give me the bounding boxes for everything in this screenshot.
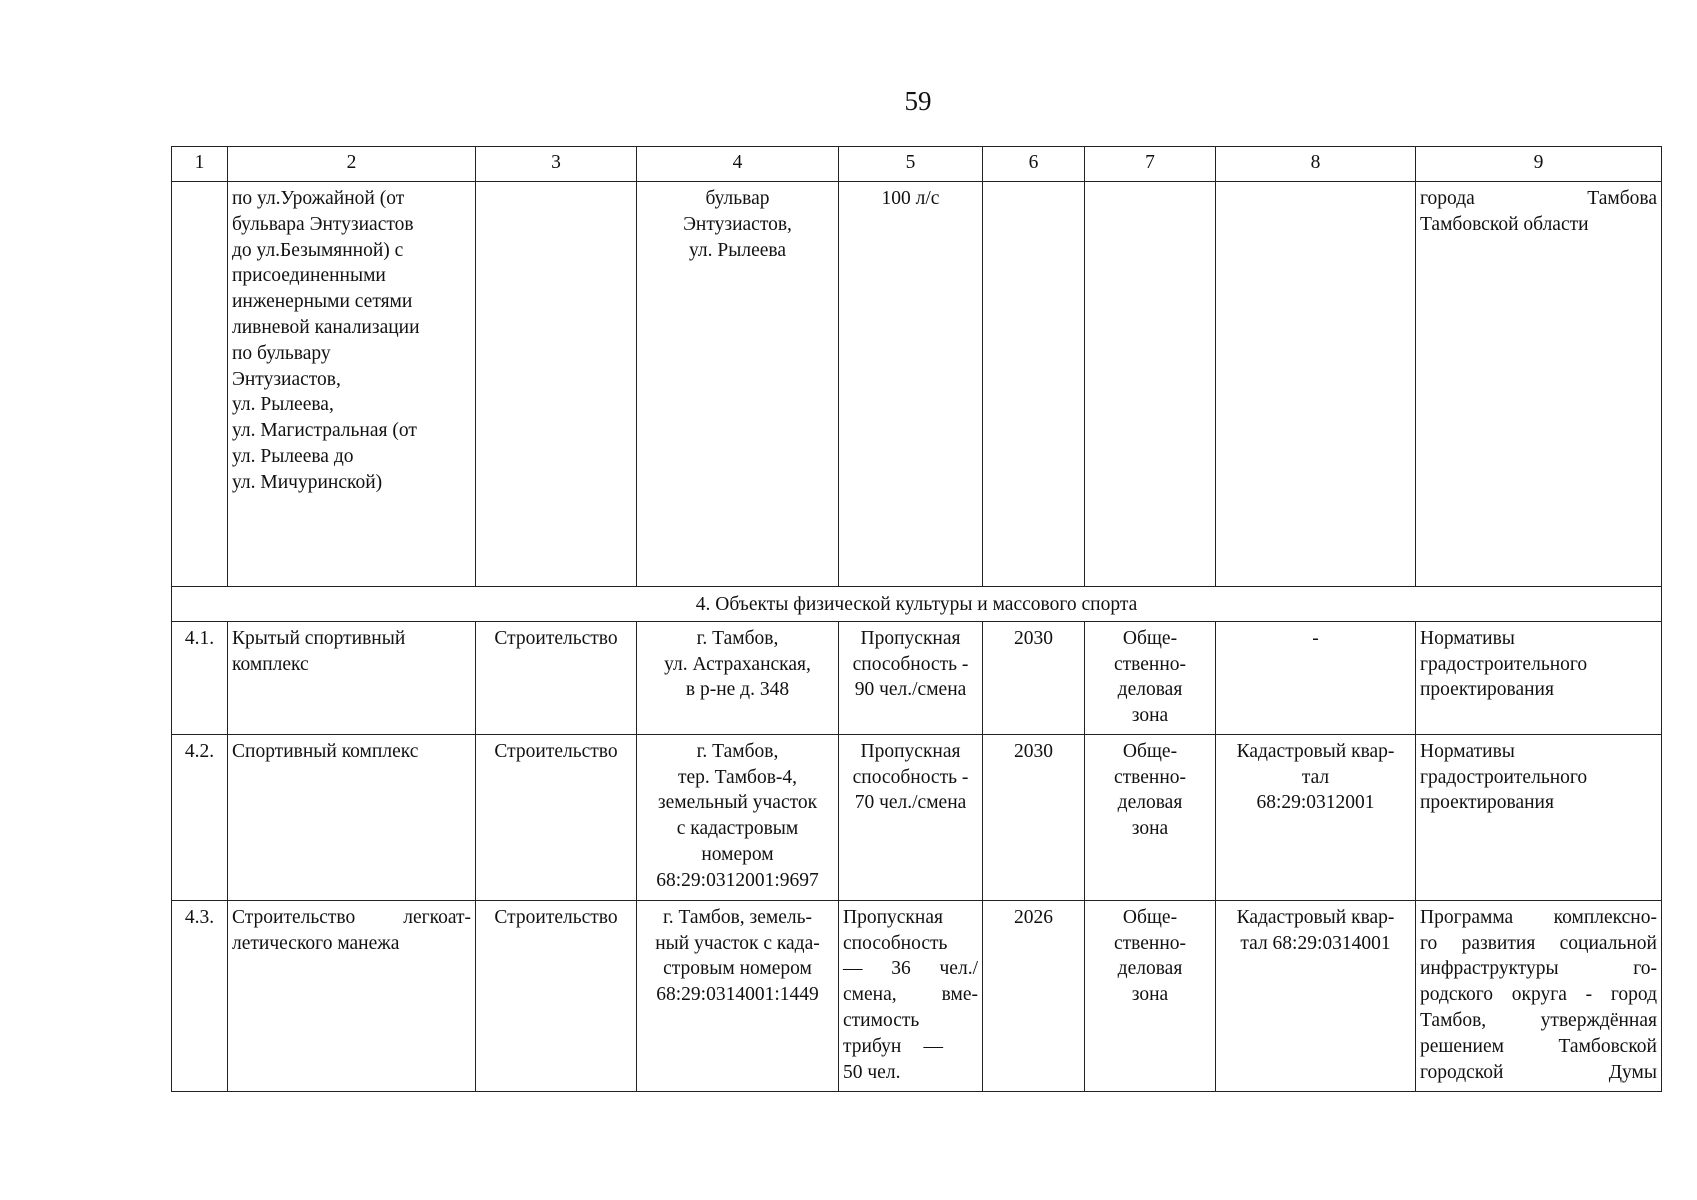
text-line: зона	[1131, 818, 1169, 840]
text-line: инфраструктуры го-	[1420, 958, 1657, 980]
text-line: ственно-	[1113, 766, 1187, 788]
text-line: стровым номером	[663, 958, 812, 980]
text-line: тал	[1301, 766, 1330, 788]
text-line: тал 68:29:0314001	[1240, 932, 1391, 954]
header-cell: 4	[637, 147, 839, 182]
text-line: ул. Магистральная (от	[232, 420, 417, 442]
section-row	[172, 587, 1662, 622]
text-line: до ул.Безымянной) с	[232, 239, 404, 261]
cell-number: 4.3.	[172, 900, 228, 1091]
text-line: ул. Мичуринской)	[232, 471, 383, 493]
cell-year: 2026	[983, 900, 1085, 1091]
text-line: бульвара Энтузиастов	[232, 213, 414, 235]
text-line: проектирования	[1420, 792, 1554, 814]
text-line: деловая	[1117, 792, 1183, 814]
cell-number: 4.2.	[172, 734, 228, 900]
text-line: проектирования	[1420, 679, 1554, 701]
cell-capacity	[839, 734, 983, 900]
header-cell: 9	[1416, 147, 1662, 182]
text-line: Обще-	[1122, 627, 1178, 649]
cell-basis	[1416, 182, 1662, 587]
header-cell: 1	[172, 147, 228, 182]
cell-zone	[1085, 621, 1216, 734]
text-line: ул. Рылеева,	[232, 394, 334, 416]
text-line: Программа комплексно-	[1420, 906, 1657, 928]
cell-type: Строительство	[476, 900, 637, 1091]
text-line: Пропускная	[843, 906, 943, 928]
text-line: Кадастровый квар-	[1236, 740, 1395, 762]
header-cell: 5	[839, 147, 983, 182]
text-line: 68:29:0312001:9697	[656, 869, 819, 891]
cell-year: 2030	[983, 734, 1085, 900]
header-cell: 6	[983, 147, 1085, 182]
text-line: Нормативы	[1420, 740, 1515, 762]
cell-cadastre	[1216, 900, 1416, 1091]
text-line: родского округа - город	[1420, 984, 1657, 1006]
text-line: г. Тамбов, земель-	[662, 906, 813, 928]
text-line: Тамбовской области	[1420, 213, 1589, 235]
text-line: Обще-	[1122, 906, 1178, 928]
cell-location	[637, 734, 839, 900]
header-cell: 2	[228, 147, 476, 182]
cell-zone	[1085, 734, 1216, 900]
text-line: ул. Рылеева	[689, 239, 786, 261]
text-line: градостроительного	[1420, 766, 1588, 788]
text-line: го развития социальной	[1420, 932, 1657, 954]
text-line: городской Думы	[1420, 1061, 1657, 1083]
cell-capacity	[839, 621, 983, 734]
text-line: ственно-	[1113, 653, 1187, 675]
text-line: способность	[843, 932, 948, 954]
text-line: ливневой канализации	[232, 316, 420, 338]
text-line: присоединенными	[232, 265, 386, 287]
text-line: 90 чел./смена	[854, 679, 967, 701]
text-line: Обще-	[1122, 740, 1178, 762]
text-line: способность -	[852, 766, 969, 788]
document-table	[171, 146, 1662, 1092]
text-line: Энтузиастов,	[232, 368, 341, 390]
text-line: г. Тамбов,	[696, 627, 779, 649]
text-line: трибун —	[843, 1035, 943, 1057]
text-line: Энтузиастов,	[683, 213, 792, 235]
cell-location	[637, 621, 839, 734]
text-line: Крытый спортивный	[232, 627, 406, 649]
text-line: летического манежа	[232, 932, 400, 954]
text-line: ул. Астраханская,	[664, 653, 811, 675]
cell-zone	[1085, 900, 1216, 1091]
section-title: 4. Объекты физической культуры и массового спорта	[172, 587, 1662, 622]
text-line: ственно-	[1113, 932, 1187, 954]
text-line: г. Тамбов,	[696, 740, 779, 762]
text-line: 68:29:0314001:1449	[656, 984, 819, 1006]
text-line: деловая	[1117, 679, 1183, 701]
cell-basis	[1416, 621, 1662, 734]
cell-location	[637, 900, 839, 1091]
text-line: градостроительного	[1420, 653, 1588, 675]
text-line: комплекс	[232, 653, 309, 675]
cell-name	[228, 734, 476, 900]
text-line: номером	[701, 843, 774, 865]
text-line: Спортивный комплекс	[232, 740, 419, 762]
header-row	[172, 147, 1662, 182]
cell-basis	[1416, 900, 1662, 1091]
cell-year: 2030	[983, 621, 1085, 734]
cell-number	[172, 182, 228, 587]
text-line: Пропускная	[860, 740, 961, 762]
text-line: с кадастровым	[676, 818, 799, 840]
cell-zone	[1085, 182, 1216, 587]
text-line: решением Тамбовской	[1420, 1035, 1657, 1057]
text-line: смена, вме-	[843, 984, 978, 1006]
text-line: земельный участок	[657, 792, 818, 814]
cell-capacity: 100 л/с	[839, 182, 983, 587]
text-line: Тамбов, утверждённая	[1420, 1009, 1657, 1031]
cell-cadastre	[1216, 182, 1416, 587]
text-line: зона	[1131, 984, 1169, 1006]
text-line: Кадастровый квар-	[1236, 906, 1395, 928]
cell-type: Строительство	[476, 734, 637, 900]
text-line: по бульвару	[232, 342, 331, 364]
page-number: 59	[904, 86, 932, 116]
table-row	[172, 621, 1662, 734]
text-line: Нормативы	[1420, 627, 1515, 649]
text-line: стимость	[843, 1009, 920, 1031]
cell-name	[228, 182, 476, 587]
text-line: города Тамбова	[1420, 188, 1657, 209]
cell-type: Строительство	[476, 621, 637, 734]
cell-location	[637, 182, 839, 587]
text-line: 50 чел.	[843, 1061, 901, 1083]
text-line: зона	[1131, 705, 1169, 727]
text-line: по ул.Урожайной (от	[232, 188, 405, 209]
table-row	[172, 734, 1662, 900]
header-cell: 8	[1216, 147, 1416, 182]
cell-name	[228, 900, 476, 1091]
text-line: тер. Тамбов-4,	[677, 766, 798, 788]
text-line: деловая	[1117, 958, 1183, 980]
text-line: 70 чел./смена	[854, 792, 967, 814]
cell-basis	[1416, 734, 1662, 900]
header-cell: 3	[476, 147, 637, 182]
cell-year	[983, 182, 1085, 587]
text-line: ный участок с када-	[655, 932, 820, 954]
table-row-continued	[172, 182, 1662, 587]
text-line: в р-не д. 348	[685, 679, 790, 701]
cell-number: 4.1.	[172, 621, 228, 734]
text-line: Пропускная	[860, 627, 961, 649]
cell-name	[228, 621, 476, 734]
table-row	[172, 900, 1662, 1091]
text-line: бульвар	[705, 188, 770, 209]
text-line: -	[1312, 627, 1319, 649]
text-line: — 36 чел./	[843, 958, 978, 980]
cell-capacity	[839, 900, 983, 1091]
header-cell: 7	[1085, 147, 1216, 182]
text-line: инженерными сетями	[232, 291, 413, 313]
cell-cadastre	[1216, 734, 1416, 900]
text-line: ул. Рылеева до	[232, 445, 354, 467]
cell-cadastre	[1216, 621, 1416, 734]
text-line: способность -	[852, 653, 969, 675]
text-line: 68:29:0312001	[1256, 792, 1375, 814]
cell-type	[476, 182, 637, 587]
text-line: Строительство легкоат-	[232, 906, 471, 928]
